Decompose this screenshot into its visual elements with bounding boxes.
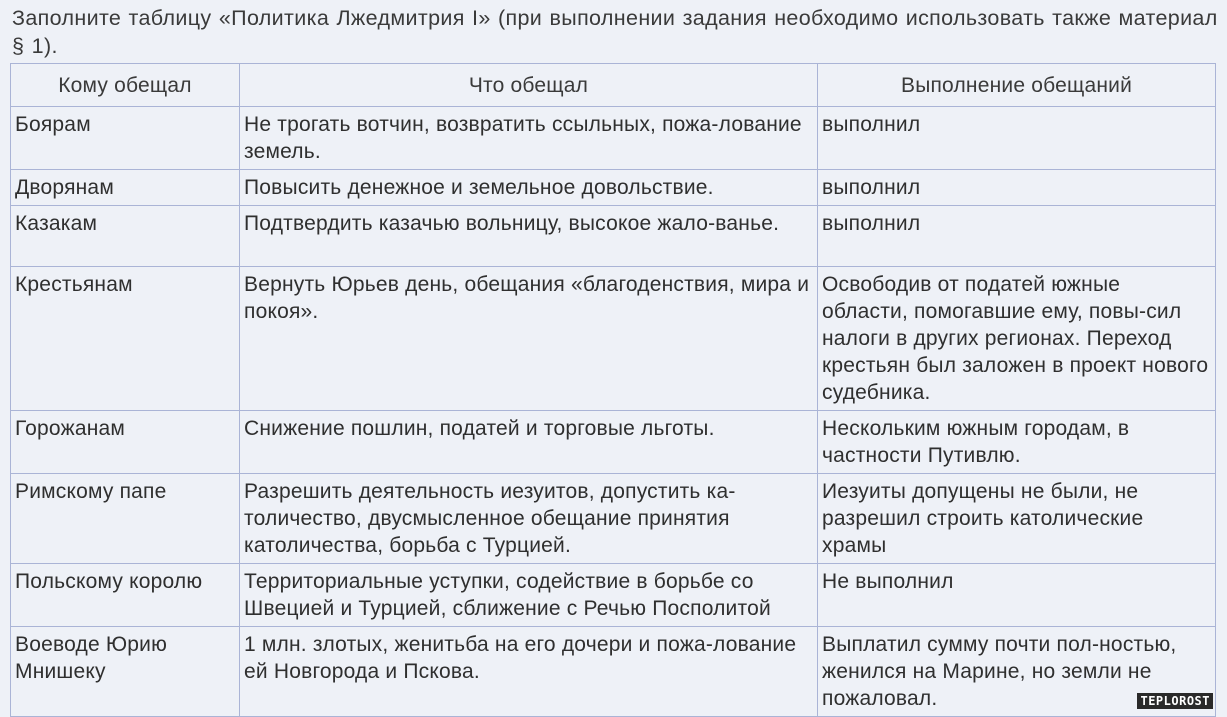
cell-promise: 1 млн. злотых, женитьба на его дочери и пожа-лование ей Новгорода и Пскова.: [240, 627, 818, 717]
cell-fulfillment: выполнил: [818, 206, 1216, 267]
header-fulfillment: Выполнение обещаний: [818, 64, 1216, 107]
table-row: [11, 107, 1216, 170]
cell-fulfillment: Освободив от податей южные области, помогавшие ему, повы-сил налоги в других регионах. Переход крестьян был заложен в проект нового судебника.: [818, 267, 1216, 411]
table-row: [11, 474, 1216, 564]
cell-to-whom: Горожанам: [11, 411, 240, 474]
header-to-whom: Кому обещал: [11, 64, 240, 107]
table-row: [11, 206, 1216, 267]
cell-promise: Не трогать вотчин, возвратить ссыльных, пожа-лование земель.: [240, 107, 818, 170]
cell-to-whom: Воеводе Юрию Мнишеку: [11, 627, 240, 717]
policy-table: [10, 63, 1216, 717]
header-promise: Что обещал: [240, 64, 818, 107]
cell-to-whom: Казакам: [11, 206, 240, 267]
cell-promise: Разрешить деятельность иезуитов, допустить ка-толичество, двусмысленное обещание принятия католичества, борьба с Турцией.: [240, 474, 818, 564]
cell-fulfillment: Нескольким южным городам, в частности Путивлю.: [818, 411, 1216, 474]
table-row: [11, 411, 1216, 474]
cell-to-whom: Крестьянам: [11, 267, 240, 411]
cell-fulfillment: Не выполнил: [818, 564, 1216, 627]
cell-promise: Вернуть Юрьев день, обещания «благоденствия, мира и покоя».: [240, 267, 818, 411]
cell-fulfillment: Иезуиты допущены не были, не разрешил строить католические храмы: [818, 474, 1216, 564]
cell-promise: Территориальные уступки, содействие в борьбе со Швецией и Турцией, сближение с Речью Посполитой: [240, 564, 818, 627]
site-watermark: TEPLOROST: [1137, 693, 1213, 709]
cell-to-whom: Польскому королю: [11, 564, 240, 627]
table-row: [11, 170, 1216, 206]
cell-fulfillment: Выплатил сумму почти пол-ностью, женился на Марине, но земли не пожаловал.: [818, 627, 1216, 717]
task-instruction: Заполните таблицу «Политика Лжедмитрия I» (при выполнении задания необходимо использовать также материал § 1).: [12, 6, 1218, 58]
cell-promise: Подтвердить казачью вольницу, высокое жало-ванье.: [240, 206, 818, 267]
table-row: [11, 627, 1216, 717]
table-row: [11, 564, 1216, 627]
cell-promise: Повысить денежное и земельное довольствие.: [240, 170, 818, 206]
cell-to-whom: Римскому папе: [11, 474, 240, 564]
cell-fulfillment: выполнил: [818, 107, 1216, 170]
cell-promise: Снижение пошлин, податей и торговые льготы.: [240, 411, 818, 474]
table-row: [11, 267, 1216, 411]
cell-to-whom: Дворянам: [11, 170, 240, 206]
table-header-row: [11, 64, 1216, 107]
cell-to-whom: Боярам: [11, 107, 240, 170]
cell-fulfillment: выполнил: [818, 170, 1216, 206]
